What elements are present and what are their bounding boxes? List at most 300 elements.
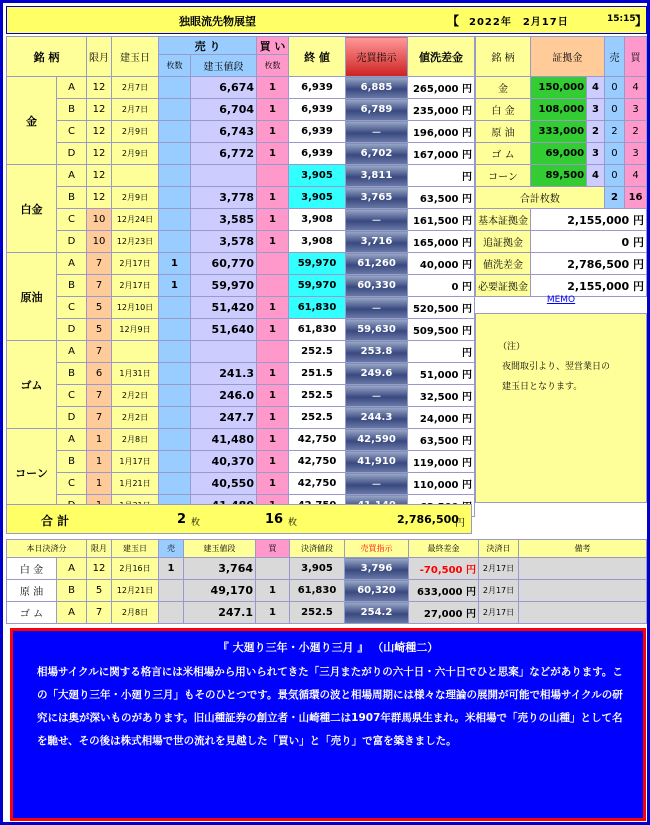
summary-row bbox=[476, 231, 647, 253]
open-price: 51,420 bbox=[191, 297, 257, 319]
signal-price: － bbox=[346, 385, 408, 407]
total-bar bbox=[6, 504, 472, 534]
close-price: 6,939 bbox=[289, 99, 346, 121]
diff-value: 51,000 bbox=[419, 370, 459, 381]
margin-count: 3 bbox=[587, 99, 605, 121]
diff-cell bbox=[408, 143, 475, 165]
diff-value: 63,500 bbox=[419, 194, 459, 205]
diff-cell bbox=[408, 297, 475, 319]
margin-row bbox=[476, 99, 647, 121]
col-signal: 売買指示 bbox=[346, 37, 408, 77]
open-date: 2月8日 bbox=[112, 429, 159, 451]
limit-month: 10 bbox=[87, 209, 112, 231]
signal-price: 3,811 bbox=[346, 165, 408, 187]
open-date: 12月24日 bbox=[112, 209, 159, 231]
signal-price: 3,765 bbox=[346, 187, 408, 209]
settle-limit: 7 bbox=[87, 602, 112, 624]
open-date bbox=[112, 165, 159, 187]
memo-line2: 建玉日となります。 bbox=[502, 382, 583, 392]
position-row bbox=[7, 451, 475, 473]
margin-buy: 4 bbox=[625, 165, 647, 187]
settle-note bbox=[519, 602, 647, 624]
page-title: 独眼流先物展望 bbox=[179, 15, 256, 28]
margin-buy: 4 bbox=[625, 77, 647, 99]
diff-cell bbox=[408, 77, 475, 99]
contract-key: D bbox=[57, 143, 87, 165]
margin-count-row bbox=[476, 187, 647, 209]
buy-qty bbox=[257, 253, 289, 275]
margin-amount: 108,000 bbox=[531, 99, 587, 121]
position-row bbox=[7, 143, 475, 165]
position-row bbox=[7, 209, 475, 231]
close-price: 42,750 bbox=[289, 473, 346, 495]
close-price: 3,905 bbox=[289, 165, 346, 187]
total-sell: 2 bbox=[177, 512, 187, 527]
position-row bbox=[7, 319, 475, 341]
buy-qty: 1 bbox=[257, 407, 289, 429]
col-open-date: 建玉日 bbox=[112, 37, 159, 77]
margin-brand: ゴ ム bbox=[476, 143, 531, 165]
close-price: 59,970 bbox=[289, 253, 346, 275]
settle-exit-price: 3,905 bbox=[290, 558, 345, 580]
sell-qty bbox=[159, 209, 191, 231]
margin-col-buy: 買 bbox=[625, 37, 647, 77]
yen-unit: 円 bbox=[462, 392, 472, 403]
limit-month: 1 bbox=[87, 429, 112, 451]
margin-count-sell: 2 bbox=[604, 187, 624, 209]
open-date: 2月17日 bbox=[112, 275, 159, 297]
contract-key: C bbox=[57, 297, 87, 319]
memo-box bbox=[475, 313, 647, 503]
buy-qty: 1 bbox=[257, 385, 289, 407]
contract-key: C bbox=[57, 473, 87, 495]
margin-row bbox=[476, 165, 647, 187]
signal-price: 6,702 bbox=[346, 143, 408, 165]
position-row bbox=[7, 429, 475, 451]
buy-qty: 1 bbox=[257, 297, 289, 319]
settle-sell bbox=[159, 580, 184, 602]
buy-qty: 1 bbox=[257, 451, 289, 473]
settle-col: 買 bbox=[256, 540, 290, 558]
position-row bbox=[7, 385, 475, 407]
limit-month: 1 bbox=[87, 451, 112, 473]
signal-price: － bbox=[346, 473, 408, 495]
margin-amount: 333,000 bbox=[531, 121, 587, 143]
open-price: 6,772 bbox=[191, 143, 257, 165]
settle-date: 2月17日 bbox=[479, 580, 519, 602]
signal-price: 61,260 bbox=[346, 253, 408, 275]
settle-open-date: 2月16日 bbox=[112, 558, 159, 580]
close-price: 3,908 bbox=[289, 209, 346, 231]
contract-key: C bbox=[57, 385, 87, 407]
buy-qty: 1 bbox=[257, 143, 289, 165]
settle-note bbox=[519, 580, 647, 602]
open-price: 246.0 bbox=[191, 385, 257, 407]
signal-price: 244.3 bbox=[346, 407, 408, 429]
yen-unit: 円 bbox=[462, 458, 472, 469]
summary-label: 基本証拠金 bbox=[476, 209, 531, 231]
contract-key: D bbox=[57, 319, 87, 341]
header-row-1 bbox=[7, 37, 475, 55]
settle-diff-cell bbox=[409, 602, 479, 624]
close-price: 251.5 bbox=[289, 363, 346, 385]
diff-value: 0 bbox=[451, 282, 459, 293]
open-price: 241.3 bbox=[191, 363, 257, 385]
brand-name: ゴム bbox=[7, 341, 57, 429]
contract-key: B bbox=[57, 187, 87, 209]
sell-qty bbox=[159, 99, 191, 121]
limit-month: 12 bbox=[87, 143, 112, 165]
diff-value: 161,500 bbox=[412, 216, 459, 227]
settle-note bbox=[519, 558, 647, 580]
yen-unit: 円 bbox=[466, 587, 476, 598]
col-brand: 銘 柄 bbox=[7, 37, 87, 77]
yen-unit: 円 bbox=[462, 194, 472, 205]
buy-qty: 1 bbox=[257, 209, 289, 231]
diff-cell bbox=[408, 99, 475, 121]
signal-price: 60,330 bbox=[346, 275, 408, 297]
diff-cell bbox=[408, 451, 475, 473]
open-price: 3,585 bbox=[191, 209, 257, 231]
settle-col: 限月 bbox=[87, 540, 112, 558]
settle-key: A bbox=[57, 558, 87, 580]
sell-qty bbox=[159, 363, 191, 385]
limit-month: 12 bbox=[87, 121, 112, 143]
diff-cell bbox=[408, 429, 475, 451]
limit-month: 5 bbox=[87, 319, 112, 341]
summary-value: 2,155,000 円 bbox=[531, 209, 647, 231]
margin-brand: 原 油 bbox=[476, 121, 531, 143]
limit-month: 5 bbox=[87, 297, 112, 319]
yen-unit: 円 bbox=[462, 260, 472, 271]
header-bar bbox=[6, 6, 647, 34]
yen-unit: 円 bbox=[462, 436, 472, 447]
limit-month: 7 bbox=[87, 341, 112, 363]
settle-sell bbox=[159, 602, 184, 624]
limit-month: 6 bbox=[87, 363, 112, 385]
limit-month: 7 bbox=[87, 385, 112, 407]
brand-name: 金 bbox=[7, 77, 57, 165]
signal-price: 42,590 bbox=[346, 429, 408, 451]
header-time: 15:15 bbox=[607, 14, 636, 24]
margin-sell: 2 bbox=[604, 121, 624, 143]
col-price: 建玉値段 bbox=[191, 55, 257, 77]
margin-table bbox=[475, 36, 647, 297]
yen-unit: 円 bbox=[462, 370, 472, 381]
margin-count: 3 bbox=[587, 143, 605, 165]
contract-key: C bbox=[57, 121, 87, 143]
diff-value: 24,000 bbox=[419, 414, 459, 425]
settle-col: 売買指示 bbox=[345, 540, 409, 558]
settle-open-date: 2月8日 bbox=[112, 602, 159, 624]
margin-header bbox=[476, 37, 647, 77]
settle-signal: 3,796 bbox=[345, 558, 409, 580]
open-date: 2月9日 bbox=[112, 187, 159, 209]
sell-qty bbox=[159, 231, 191, 253]
contract-key: A bbox=[57, 77, 87, 99]
settle-col: 建玉日 bbox=[112, 540, 159, 558]
position-row bbox=[7, 275, 475, 297]
close-price: 61,830 bbox=[289, 319, 346, 341]
yen-unit: 円 bbox=[462, 304, 472, 315]
contract-key: B bbox=[57, 451, 87, 473]
yen-unit: 円 bbox=[462, 128, 472, 139]
diff-value: 196,000 bbox=[412, 128, 459, 139]
col-diff: 値洗差金 bbox=[408, 37, 475, 77]
diff-value: 165,000 bbox=[412, 238, 459, 249]
settle-date: 2月17日 bbox=[479, 602, 519, 624]
diff-cell bbox=[408, 121, 475, 143]
settle-brand: 原 油 bbox=[7, 580, 57, 602]
position-row bbox=[7, 363, 475, 385]
contract-key: A bbox=[57, 165, 87, 187]
diff-cell bbox=[408, 275, 475, 297]
margin-row bbox=[476, 77, 647, 99]
col-sell-qty: 枚数 bbox=[159, 55, 191, 77]
summary-value: 2,155,000 円 bbox=[531, 275, 647, 297]
settle-brand: 白 金 bbox=[7, 558, 57, 580]
contract-key: A bbox=[57, 253, 87, 275]
summary-row bbox=[476, 275, 647, 297]
diff-value: 63,500 bbox=[419, 436, 459, 447]
buy-qty: 1 bbox=[257, 363, 289, 385]
open-price: 40,370 bbox=[191, 451, 257, 473]
sell-qty bbox=[159, 451, 191, 473]
diff-cell bbox=[408, 319, 475, 341]
contract-key: D bbox=[57, 231, 87, 253]
signal-price: 6,789 bbox=[346, 99, 408, 121]
open-price: 247.7 bbox=[191, 407, 257, 429]
diff-cell bbox=[408, 187, 475, 209]
margin-count: 4 bbox=[587, 165, 605, 187]
settle-sell: 1 bbox=[159, 558, 184, 580]
diff-value: 235,000 bbox=[412, 106, 459, 117]
limit-month: 12 bbox=[87, 187, 112, 209]
settle-diff-cell bbox=[409, 558, 479, 580]
settle-brand: ゴ ム bbox=[7, 602, 57, 624]
settle-price: 3,764 bbox=[184, 558, 256, 580]
summary-label: 必要証拠金 bbox=[476, 275, 531, 297]
open-date bbox=[112, 341, 159, 363]
yen-unit: 円 bbox=[462, 172, 472, 183]
buy-qty: 1 bbox=[257, 99, 289, 121]
yen-unit: 円 bbox=[466, 609, 476, 620]
open-price: 6,674 bbox=[191, 77, 257, 99]
summary-label: 値洗差金 bbox=[476, 253, 531, 275]
buy-qty bbox=[257, 275, 289, 297]
open-price: 51,640 bbox=[191, 319, 257, 341]
buy-qty: 1 bbox=[257, 77, 289, 99]
buy-qty: 1 bbox=[257, 231, 289, 253]
diff-cell bbox=[408, 363, 475, 385]
diff-value: 40,000 bbox=[419, 260, 459, 271]
position-row bbox=[7, 165, 475, 187]
open-price: 59,970 bbox=[191, 275, 257, 297]
position-row bbox=[7, 473, 475, 495]
essay-body: 相場サイクルに関する格言には米相場から用いられてきた「三月またがりの六十日・六十日でひと思案」などがあります。この「大廻り三年・小廻り三月」もそのひとつです。景気循環の波と相場周期には様々な理論の展開が可能で相場サイクルの研究には奥が深いものがあります。旧山種証券の創立者・山崎種二は1907年群馬県生まれ。米相場で「売りの山種」として名を馳せ、その後は株式相場で世の流れを見越した「買い」と「売り」で富を築きました。 bbox=[37, 666, 623, 747]
limit-month: 12 bbox=[87, 165, 112, 187]
settle-key: A bbox=[57, 602, 87, 624]
settle-signal: 60,320 bbox=[345, 580, 409, 602]
diff-cell bbox=[408, 385, 475, 407]
settle-diff: 633,000 bbox=[416, 587, 463, 598]
total-yen: 円 bbox=[455, 518, 465, 529]
settle-limit: 12 bbox=[87, 558, 112, 580]
margin-row bbox=[476, 143, 647, 165]
open-date: 2月7日 bbox=[112, 99, 159, 121]
yen-unit: 円 bbox=[462, 84, 472, 95]
open-date: 1月31日 bbox=[112, 363, 159, 385]
signal-price: － bbox=[346, 121, 408, 143]
essay-box bbox=[10, 628, 646, 821]
margin-amount: 150,000 bbox=[531, 77, 587, 99]
signal-price: 41,910 bbox=[346, 451, 408, 473]
open-price bbox=[191, 341, 257, 363]
col-buy-qty: 枚数 bbox=[257, 55, 289, 77]
margin-count-buy: 16 bbox=[625, 187, 647, 209]
position-row bbox=[7, 341, 475, 363]
yen-unit: 円 bbox=[462, 480, 472, 491]
open-date: 12月9日 bbox=[112, 319, 159, 341]
settle-open-date: 12月21日 bbox=[112, 580, 159, 602]
signal-price: － bbox=[346, 297, 408, 319]
contract-key: B bbox=[57, 275, 87, 297]
signal-price: 249.6 bbox=[346, 363, 408, 385]
memo-link[interactable]: MEMO bbox=[546, 295, 576, 305]
limit-month: 7 bbox=[87, 275, 112, 297]
settle-signal: 254.2 bbox=[345, 602, 409, 624]
close-price: 252.5 bbox=[289, 385, 346, 407]
diff-cell bbox=[408, 209, 475, 231]
yen-unit: 円 bbox=[462, 348, 472, 359]
margin-amount: 69,000 bbox=[531, 143, 587, 165]
settle-col: 決済日 bbox=[479, 540, 519, 558]
signal-price: 3,716 bbox=[346, 231, 408, 253]
close-price: 6,939 bbox=[289, 143, 346, 165]
close-price: 6,939 bbox=[289, 77, 346, 99]
close-price: 61,830 bbox=[289, 297, 346, 319]
limit-month: 12 bbox=[87, 99, 112, 121]
settle-buy: 1 bbox=[256, 580, 290, 602]
summary-value: 2,786,500 円 bbox=[531, 253, 647, 275]
open-date: 1月21日 bbox=[112, 473, 159, 495]
sell-qty bbox=[159, 77, 191, 99]
diff-cell bbox=[408, 407, 475, 429]
buy-qty: 1 bbox=[257, 319, 289, 341]
open-date: 12月23日 bbox=[112, 231, 159, 253]
open-date: 2月2日 bbox=[112, 385, 159, 407]
brand-name: コーン bbox=[7, 429, 57, 517]
sell-qty bbox=[159, 121, 191, 143]
sell-qty bbox=[159, 319, 191, 341]
open-price: 40,550 bbox=[191, 473, 257, 495]
diff-cell bbox=[408, 341, 475, 363]
yen-unit: 円 bbox=[466, 565, 476, 576]
total-diff: 2,786,500 bbox=[397, 513, 459, 526]
yen-unit: 円 bbox=[462, 282, 472, 293]
col-limit: 限月 bbox=[87, 37, 112, 77]
margin-brand: 金 bbox=[476, 77, 531, 99]
margin-brand: コーン bbox=[476, 165, 531, 187]
signal-price: － bbox=[346, 209, 408, 231]
margin-amount: 89,500 bbox=[531, 165, 587, 187]
close-price: 42,750 bbox=[289, 429, 346, 451]
settle-price: 247.1 bbox=[184, 602, 256, 624]
settle-exit-price: 252.5 bbox=[290, 602, 345, 624]
buy-qty: 1 bbox=[257, 187, 289, 209]
sell-qty bbox=[159, 165, 191, 187]
diff-value: 265,000 bbox=[412, 84, 459, 95]
margin-sell: 0 bbox=[604, 77, 624, 99]
signal-price: 253.8 bbox=[346, 341, 408, 363]
limit-month: 7 bbox=[87, 253, 112, 275]
sell-qty bbox=[159, 429, 191, 451]
sell-qty: 1 bbox=[159, 253, 191, 275]
settle-buy: 1 bbox=[256, 602, 290, 624]
bracket-right: 】 bbox=[635, 14, 648, 28]
settle-col: 決済値段 bbox=[290, 540, 345, 558]
open-date: 2月9日 bbox=[112, 143, 159, 165]
settle-row bbox=[7, 558, 647, 580]
open-date: 2月2日 bbox=[112, 407, 159, 429]
total-buy-unit: 枚 bbox=[288, 518, 298, 528]
close-price: 3,905 bbox=[289, 187, 346, 209]
open-date: 1月17日 bbox=[112, 451, 159, 473]
settlement-header bbox=[7, 540, 647, 558]
margin-buy: 3 bbox=[625, 99, 647, 121]
total-sell-unit: 枚 bbox=[191, 518, 201, 528]
diff-value: 119,000 bbox=[412, 458, 459, 469]
open-date: 2月7日 bbox=[112, 77, 159, 99]
memo-note: （注） bbox=[498, 342, 526, 352]
margin-col-margin: 証拠金 bbox=[531, 37, 605, 77]
buy-qty: 1 bbox=[257, 121, 289, 143]
settle-row bbox=[7, 580, 647, 602]
col-sell: 売 り bbox=[159, 37, 257, 55]
signal-price: 59,630 bbox=[346, 319, 408, 341]
buy-qty bbox=[257, 165, 289, 187]
sell-qty bbox=[159, 143, 191, 165]
margin-brand: 白 金 bbox=[476, 99, 531, 121]
close-price: 59,970 bbox=[289, 275, 346, 297]
open-price bbox=[191, 165, 257, 187]
close-price: 3,908 bbox=[289, 231, 346, 253]
memo-line1: 夜間取引より、翌営業日の bbox=[502, 362, 611, 372]
sell-qty bbox=[159, 297, 191, 319]
yen-unit: 円 bbox=[462, 150, 472, 161]
diff-cell bbox=[408, 231, 475, 253]
settle-col: 最終差金 bbox=[409, 540, 479, 558]
header-date: 2022年 2月17日 bbox=[469, 17, 569, 28]
col-close: 終 値 bbox=[289, 37, 346, 77]
margin-count: 2 bbox=[587, 121, 605, 143]
yen-unit: 円 bbox=[462, 238, 472, 249]
summary-value: 0 円 bbox=[531, 231, 647, 253]
sell-qty bbox=[159, 473, 191, 495]
buy-qty: 1 bbox=[257, 473, 289, 495]
sell-qty: 1 bbox=[159, 275, 191, 297]
contract-key: A bbox=[57, 341, 87, 363]
open-price: 6,743 bbox=[191, 121, 257, 143]
settlement-table bbox=[6, 539, 647, 624]
open-price: 3,578 bbox=[191, 231, 257, 253]
position-row bbox=[7, 297, 475, 319]
diff-value: 167,000 bbox=[412, 150, 459, 161]
contract-key: B bbox=[57, 99, 87, 121]
sell-qty bbox=[159, 407, 191, 429]
position-row bbox=[7, 187, 475, 209]
diff-value: 110,000 bbox=[412, 480, 459, 491]
